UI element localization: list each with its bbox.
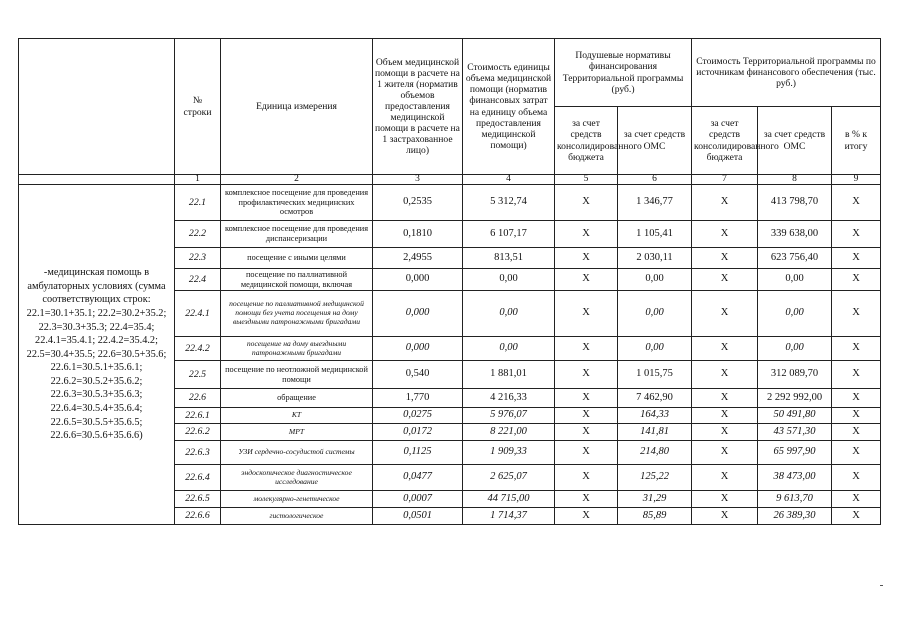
header-oms: за счет средств ОМС xyxy=(618,107,692,175)
row-budget: X xyxy=(555,269,618,291)
row-budget-2: X xyxy=(692,508,758,525)
header-unit: Единица измерения xyxy=(221,39,373,175)
header-budget: за счет средств консолидированного бюджета xyxy=(555,107,618,175)
row-volume: 0,0007 xyxy=(373,491,463,508)
row-oms-2: 339 638,00 xyxy=(758,221,832,248)
row-unit: обращение xyxy=(221,389,373,408)
row-budget: X xyxy=(555,221,618,248)
row-unit: МРТ xyxy=(221,424,373,441)
header-percent: в % к итогу xyxy=(832,107,881,175)
row-unit: эндоскопическое диагностическое исследование xyxy=(221,465,373,491)
column-number: 9 xyxy=(832,175,881,185)
header-per-capita: Подушевые нормативы финансирования Территориальной программы (руб.) xyxy=(555,39,692,107)
row-volume: 0,0501 xyxy=(373,508,463,525)
row-oms-2: 0,00 xyxy=(758,337,832,361)
row-code: 22.2 xyxy=(175,221,221,248)
header-budget-2: за счет средств консолидированного бюджета xyxy=(692,107,758,175)
row-cost: 1 909,33 xyxy=(463,441,555,465)
row-unit: УЗИ сердечно-сосудистой системы xyxy=(221,441,373,465)
row-oms-2: 38 473,00 xyxy=(758,465,832,491)
row-unit: КТ xyxy=(221,408,373,424)
header-blank-cell xyxy=(19,39,175,175)
financing-table xyxy=(18,38,881,525)
row-budget-2: X xyxy=(692,291,758,337)
row-percent: X xyxy=(832,465,881,491)
row-budget: X xyxy=(555,408,618,424)
row-code: 22.1 xyxy=(175,185,221,221)
row-budget: X xyxy=(555,389,618,408)
row-volume: 0,540 xyxy=(373,361,463,389)
row-oms-2: 2 292 992,00 xyxy=(758,389,832,408)
column-number: 6 xyxy=(618,175,692,185)
row-percent: X xyxy=(832,424,881,441)
row-code: 22.6.1 xyxy=(175,408,221,424)
row-volume: 0,000 xyxy=(373,269,463,291)
row-volume: 0,0477 xyxy=(373,465,463,491)
row-volume: 0,0275 xyxy=(373,408,463,424)
row-code: 22.3 xyxy=(175,248,221,269)
row-oms: 0,00 xyxy=(618,291,692,337)
row-code: 22.5 xyxy=(175,361,221,389)
row-budget: X xyxy=(555,465,618,491)
row-budget-2: X xyxy=(692,248,758,269)
row-oms: 164,33 xyxy=(618,408,692,424)
row-cost: 1 881,01 xyxy=(463,361,555,389)
row-budget: X xyxy=(555,508,618,525)
row-code: 22.6.4 xyxy=(175,465,221,491)
row-oms-2: 26 389,30 xyxy=(758,508,832,525)
row-unit: гистологическое xyxy=(221,508,373,525)
row-oms: 31,29 xyxy=(618,491,692,508)
row-unit: посещение с иными целями xyxy=(221,248,373,269)
row-code: 22.4.1 xyxy=(175,291,221,337)
row-oms: 0,00 xyxy=(618,337,692,361)
row-budget: X xyxy=(555,337,618,361)
row-volume: 0,1810 xyxy=(373,221,463,248)
row-unit: посещение по неотложной медицинской помощи xyxy=(221,361,373,389)
row-oms: 125,22 xyxy=(618,465,692,491)
row-budget: X xyxy=(555,291,618,337)
row-percent: X xyxy=(832,337,881,361)
row-budget-2: X xyxy=(692,424,758,441)
row-cost: 5 312,74 xyxy=(463,185,555,221)
column-number-row xyxy=(19,175,881,185)
header-oms-2: за счет средств ОМС xyxy=(758,107,832,175)
row-code: 22.6.2 xyxy=(175,424,221,441)
table-row xyxy=(19,185,881,221)
group-label: -медицинская помощь в амбулаторных условиях (сумма соответствующих строк: 22.1=30.1+35.1; 22.2=30.2+35.2; 22.3=30.3+35.3; 22.4=35.4; 22.4.1=35.4.1; 22.4.2=35.4.2; 22.5=30.4+35.5; 22.6=30.5+35.6; 22.6.1=30.5.1+35.6.1; 22.6.2=30.5.2+35.6.2; 22.6.3=30.5.3+35.6.3; 22.6.4=30.5.4+35.6.4; 22.6.5=30.5.5+35.6.5; 22.6.6=30.5.6+35.6.6) xyxy=(19,185,175,525)
row-budget-2: X xyxy=(692,337,758,361)
row-oms: 85,89 xyxy=(618,508,692,525)
row-percent: X xyxy=(832,408,881,424)
row-cost: 0,00 xyxy=(463,337,555,361)
row-unit: комплексное посещение для проведения профилактических медицинских осмотров xyxy=(221,185,373,221)
row-cost: 2 625,07 xyxy=(463,465,555,491)
column-number: 1 xyxy=(175,175,221,185)
row-budget-2: X xyxy=(692,389,758,408)
row-budget-2: X xyxy=(692,408,758,424)
row-oms: 1 105,41 xyxy=(618,221,692,248)
row-volume: 0,0172 xyxy=(373,424,463,441)
row-oms-2: 0,00 xyxy=(758,269,832,291)
row-oms: 7 462,90 xyxy=(618,389,692,408)
row-oms-2: 623 756,40 xyxy=(758,248,832,269)
row-volume: 0,000 xyxy=(373,337,463,361)
row-budget-2: X xyxy=(692,441,758,465)
row-budget: X xyxy=(555,248,618,269)
column-number: 3 xyxy=(373,175,463,185)
row-percent: X xyxy=(832,508,881,525)
row-oms-2: 9 613,70 xyxy=(758,491,832,508)
row-volume: 2,4955 xyxy=(373,248,463,269)
row-budget: X xyxy=(555,491,618,508)
row-cost: 8 221,00 xyxy=(463,424,555,441)
row-cost: 0,00 xyxy=(463,269,555,291)
row-code: 22.4.2 xyxy=(175,337,221,361)
column-number: 2 xyxy=(221,175,373,185)
row-cost: 0,00 xyxy=(463,291,555,337)
row-budget-2: X xyxy=(692,269,758,291)
row-budget: X xyxy=(555,441,618,465)
row-percent: X xyxy=(832,389,881,408)
row-oms-2: 413 798,70 xyxy=(758,185,832,221)
row-budget-2: X xyxy=(692,221,758,248)
row-percent: X xyxy=(832,221,881,248)
row-cost: 1 714,37 xyxy=(463,508,555,525)
column-number: 7 xyxy=(692,175,758,185)
row-oms: 214,80 xyxy=(618,441,692,465)
row-code: 22.6.3 xyxy=(175,441,221,465)
column-number: 5 xyxy=(555,175,618,185)
row-budget-2: X xyxy=(692,491,758,508)
row-oms: 1 346,77 xyxy=(618,185,692,221)
row-oms: 1 015,75 xyxy=(618,361,692,389)
row-code: 22.6.6 xyxy=(175,508,221,525)
table-header xyxy=(19,39,881,175)
header-volume: Объем медицинской помощи в расчете на 1 жителя (норматив объемов предоставления медицинской помощи в расчете на 1 застрахованное лицо) xyxy=(373,39,463,175)
row-oms-2: 65 997,90 xyxy=(758,441,832,465)
row-percent: X xyxy=(832,361,881,389)
row-volume: 0,000 xyxy=(373,291,463,337)
row-percent: X xyxy=(832,269,881,291)
row-volume: 1,770 xyxy=(373,389,463,408)
row-percent: X xyxy=(832,491,881,508)
row-percent: X xyxy=(832,248,881,269)
row-oms: 2 030,11 xyxy=(618,248,692,269)
row-cost: 813,51 xyxy=(463,248,555,269)
row-cost: 6 107,17 xyxy=(463,221,555,248)
row-budget: X xyxy=(555,185,618,221)
row-unit: посещение по паллиативной медицинской помощи, включая xyxy=(221,269,373,291)
row-budget: X xyxy=(555,361,618,389)
row-oms-2: 0,00 xyxy=(758,291,832,337)
row-budget-2: X xyxy=(692,361,758,389)
column-number: 4 xyxy=(463,175,555,185)
row-percent: X xyxy=(832,291,881,337)
row-unit: комплексное посещение для проведения диспансеризации xyxy=(221,221,373,248)
header-row-number: № строки xyxy=(175,39,221,175)
row-budget-2: X xyxy=(692,185,758,221)
row-cost: 44 715,00 xyxy=(463,491,555,508)
row-unit: посещение по паллиативной медицинской помощи без учета посещения на дому выездными патронажными бригадами xyxy=(221,291,373,337)
row-budget: X xyxy=(555,424,618,441)
column-number-blank xyxy=(19,175,175,185)
row-oms: 141,81 xyxy=(618,424,692,441)
scan-mark xyxy=(880,585,883,586)
table-body xyxy=(19,175,881,525)
row-oms-2: 43 571,30 xyxy=(758,424,832,441)
row-volume: 0,1125 xyxy=(373,441,463,465)
row-code: 22.4 xyxy=(175,269,221,291)
column-number: 8 xyxy=(758,175,832,185)
row-unit: молекулярно-генетическое xyxy=(221,491,373,508)
row-code: 22.6 xyxy=(175,389,221,408)
row-budget-2: X xyxy=(692,465,758,491)
row-percent: X xyxy=(832,441,881,465)
header-unit-cost: Стоимость единицы объема медицинской помощи (норматив финансовых затрат на единицу объема предоставления медицинской помощи) xyxy=(463,39,555,175)
row-oms: 0,00 xyxy=(618,269,692,291)
row-unit: посещение на дому выездными патронажными бригадами xyxy=(221,337,373,361)
row-oms-2: 312 089,70 xyxy=(758,361,832,389)
header-program-cost: Стоимость Территориальной программы по источникам финансового обеспечения (тыс. руб.) xyxy=(692,39,881,107)
row-code: 22.6.5 xyxy=(175,491,221,508)
row-percent: X xyxy=(832,185,881,221)
row-volume: 0,2535 xyxy=(373,185,463,221)
row-oms-2: 50 491,80 xyxy=(758,408,832,424)
row-cost: 4 216,33 xyxy=(463,389,555,408)
row-cost: 5 976,07 xyxy=(463,408,555,424)
